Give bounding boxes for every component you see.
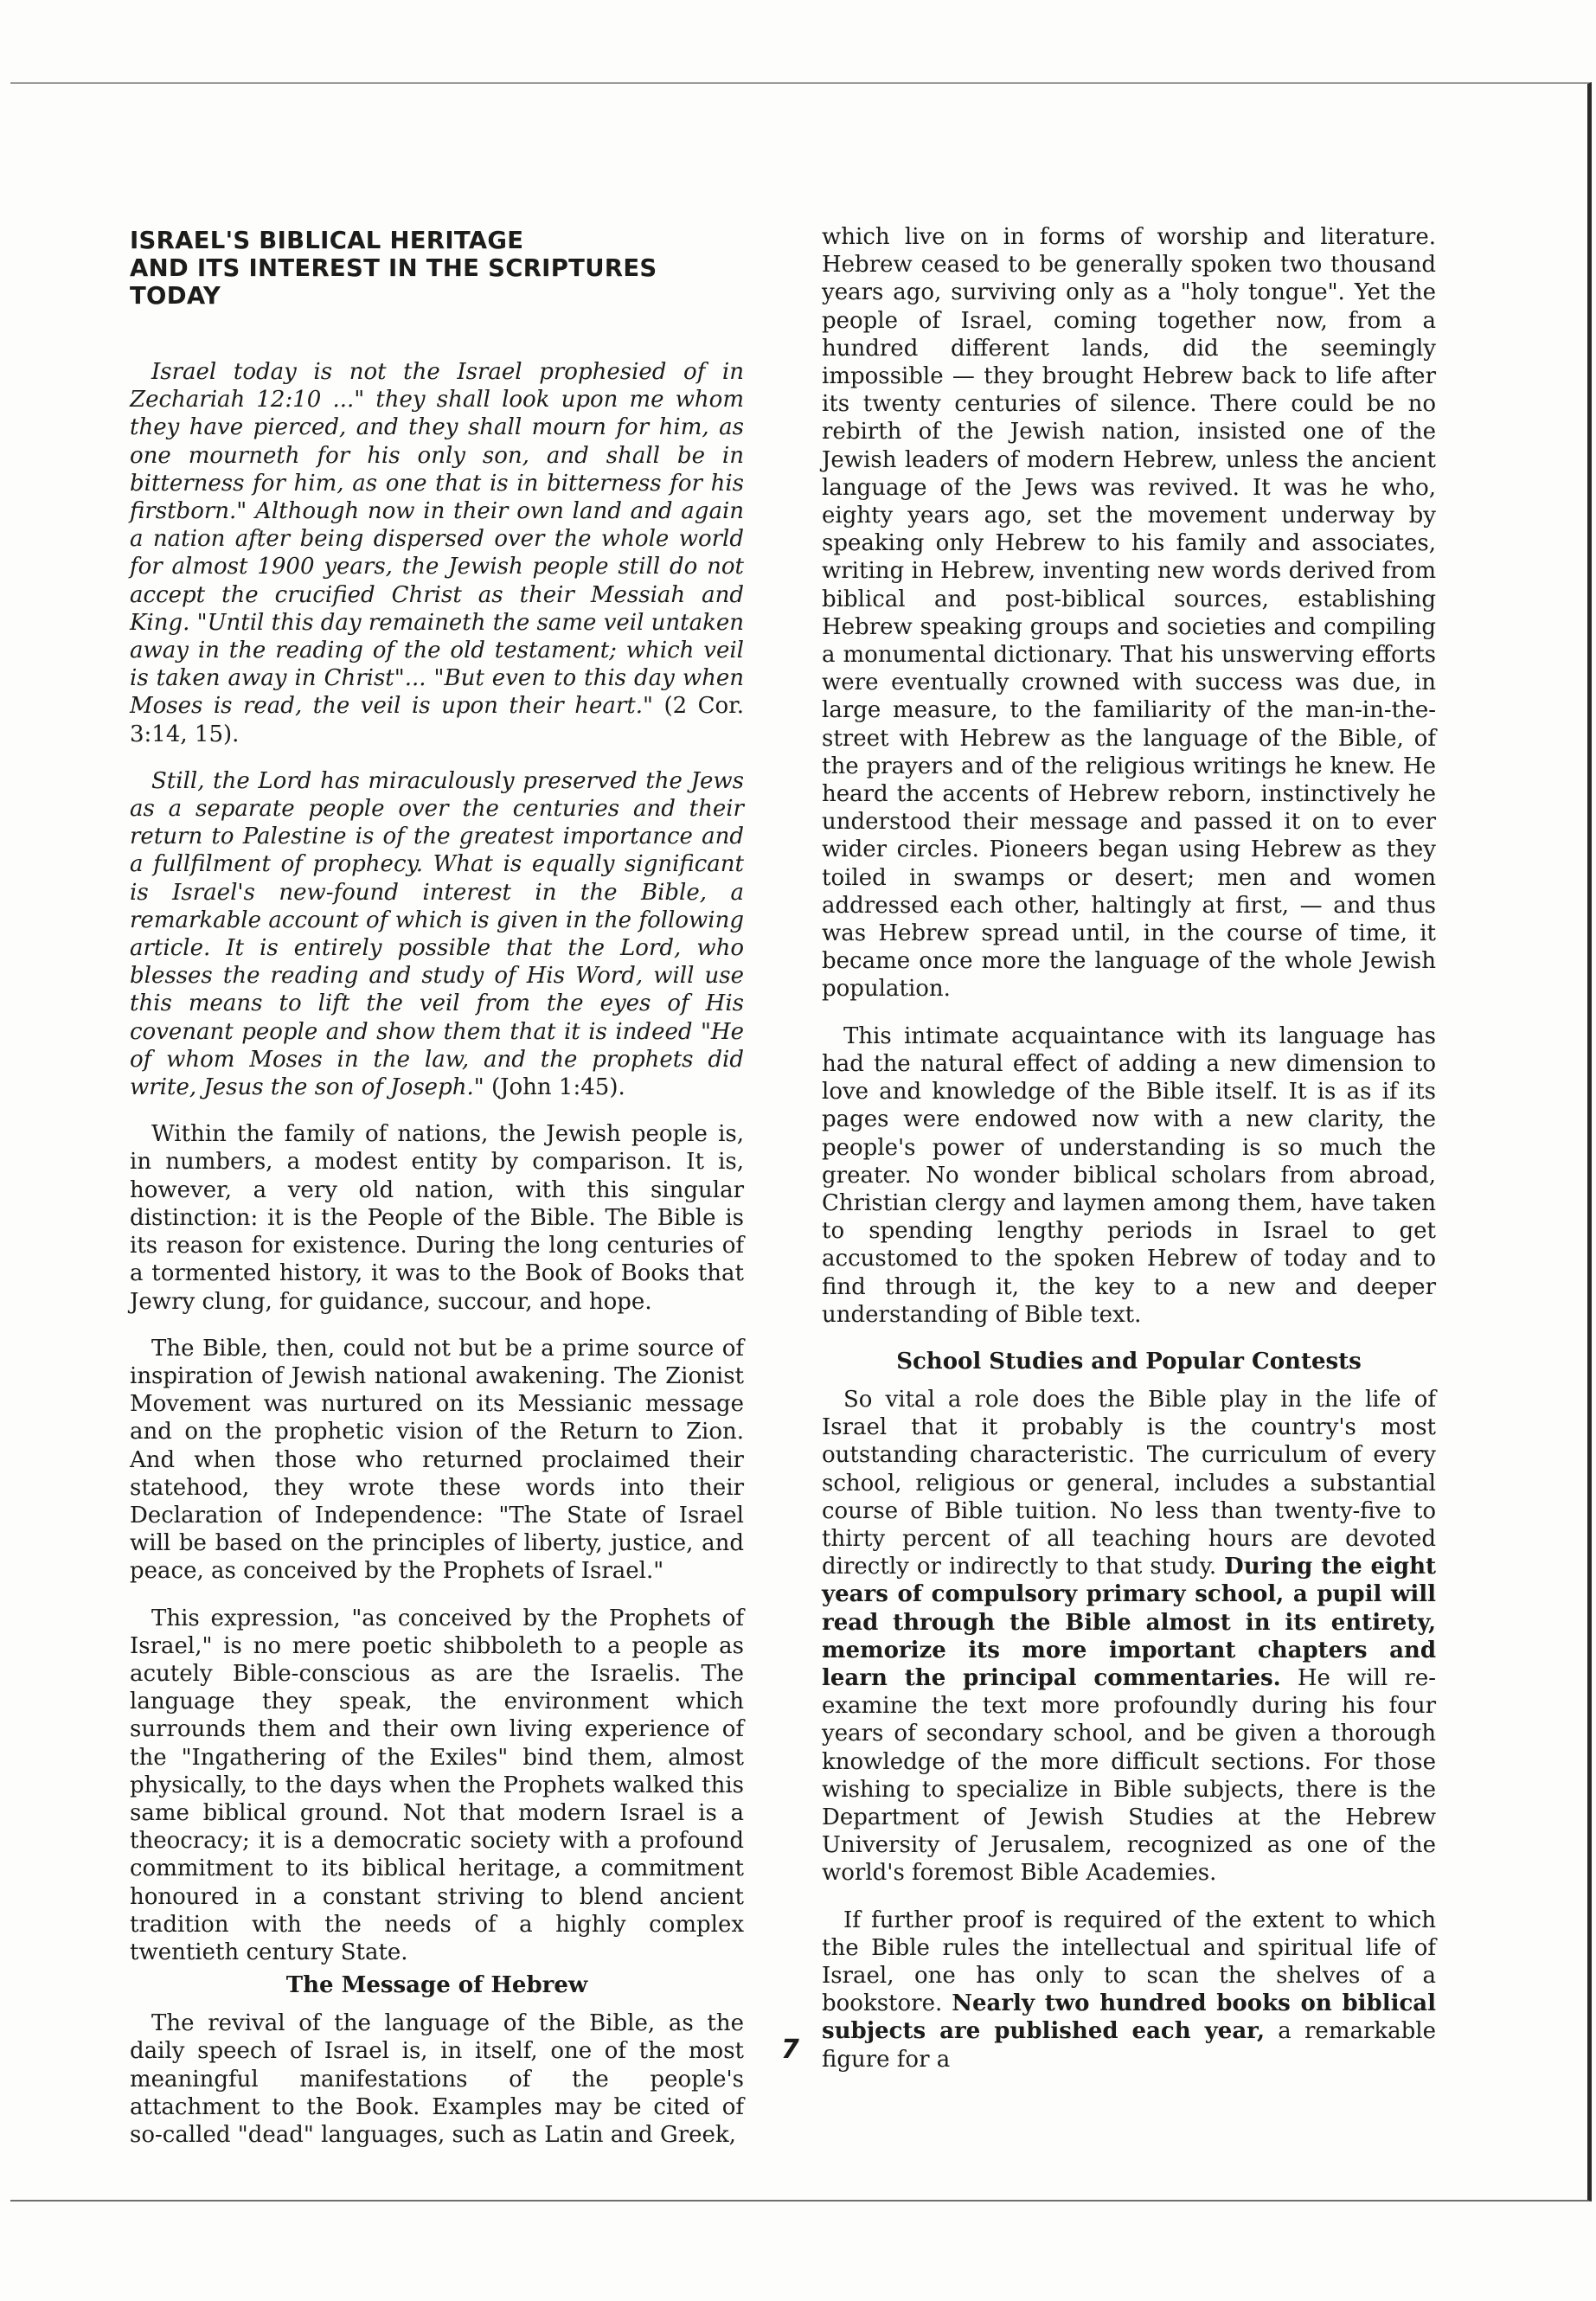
title-line-2: AND ITS INTEREST IN THE SCRIPTURES TODAY <box>130 254 657 310</box>
p7-text-a: So vital a role does the Bible play in the life of Israel that it probably is the country's most outstanding characteristic. The curriculum of every school, religious or general, includes a substantial course of Bible tuition. No less than twenty-five to thirty percent of all teaching hours are devoted directly or indirectly to that study. <box>822 1386 1436 1580</box>
intro-paragraph-1 <box>130 358 744 748</box>
p8-text-a: If further proof is required of the extent to which the Bible rules the intellectual and spiritual life of Israel, one has only to scan the shelves of a bookstore. <box>822 1907 1436 2017</box>
intro-1-text: Israel today is not the Israel prophesied of in Zechariah 12:10 ..." they shall look upon me whom they have pierced, and they shall mourn for him, as one mourneth for his only son, and shall be in bitterness for him, as one that is in bitterness for his firstborn." Although now in their own land and again a nation after being dispersed over the whole world for almost 1900 years, the Jewish people still do not accept the crucified Christ as their Messiah and King. "Until this day remaineth the same veil untaken away in the reading of the old testament; which veil is taken away in Christ"... "But even to this day when Moses is read, the veil is upon their heart." <box>130 359 744 720</box>
body-paragraph-5: which live on in forms of worship and literature. Hebrew ceased to be generally spoken two thousand years ago, surviving only as a "holy tongue". Yet the people of Israel, coming together now, from a hundred different lands, did the seemingly impossible — they brought Hebrew back to life after its twenty centuries of silence. There could be no rebirth of the Jewish nation, insisted one of the Jewish leaders of modern Hebrew, unless the ancient language of the Jews was revived. It was he who, eighty years ago, set the movement underway by speaking only Hebrew to his family and associates, writing in Hebrew, inventing new words derived from biblical and post-biblical sources, establishing Hebrew speaking groups and societies and compiling a monumental dictionary. That his unswerving efforts were eventually crowned with success was due, in large measure, to the familiarity of the man-in-the-street with Hebrew as the language of the Bible, of the prayers and of the religious writings he knew. He heard the accents of Hebrew reborn, instinctively he understood their message and passed it on to ever wider circles. Pioneers began using Hebrew as they toiled in swamps or desert; men and women addressed each other, haltingly at first, — and thus was Hebrew spread until, in the course of time, it became once more the language of the whole Jewish population. <box>822 224 1436 1003</box>
body-paragraph-7 <box>822 1386 1436 1888</box>
intro-2-reference: (John 1:45). <box>490 1074 625 1101</box>
section-heading-hebrew: The Message of Hebrew <box>285 1972 588 1999</box>
left-column <box>130 227 744 2168</box>
intro-1-reference: (2 Cor. 3:14, 15). <box>130 693 744 747</box>
p7-bold-text: During the eight years of compulsory primary school, a pupil will read through the Bible almost in its entirety, memorize its more important chapters and learn the principal commentaries. <box>822 1554 1436 1691</box>
page-number: 7 <box>781 2035 799 2065</box>
p8-text-b: a remarkable figure for a <box>822 2018 1437 2073</box>
intro-2-text: Still, the Lord has miraculously preserved the Jews as a separate people over the centuries and their return to Palestine is of the greatest importance and a fullfilment of prophecy. What is equally significant is Israel's new-found interest in the Bible, a remarkable account of which is given in the following article. It is entirely possible that the Lord, who blesses the reading and study of His Word, will use this means to lift the veil from the eyes of His covenant people and show them that it is indeed "He of whom Moses in the law, and the prophets did write, Jesus the son of Joseph." <box>130 767 744 1101</box>
body-paragraph-1: Within the family of nations, the Jewish people is, in numbers, a modest entity by comparison. It is, however, a very old nation, with this singular distinction: it is the People of the Bible. The Bible is its reason for existence. During the long centuries of a tormented history, it was to the Book of Books that Jewry clung, for guidance, succour, and hope. <box>130 1121 744 1315</box>
body-paragraph-4: The revival of the language of the Bible, as the daily speech of Israel is, in itself, one of the most meaningful manifestations of the people's attachment to the Book. Examples may be cited of so-called "dead" languages, such as Latin and Greek, <box>130 2010 744 2148</box>
body-paragraph-3: This expression, "as conceived by the Prophets of Israel," is no mere poetic shibboleth to a people as acutely Bible-conscious as are the Israelis. The language they speak, the environment which surrounds them and their own living experience of the "Ingathering of the Exiles" bind them, almost physically, to the days when the Prophets walked this same biblical ground. Not that modern Israel is a theocracy; it is a democratic society with a profound commitment to its biblical heritage, a commitment honoured in a constant striving to blend ancient tradition with the needs of a highly complex twentieth century State. <box>130 1605 744 1965</box>
p7-text-b: He will re-examine the text more profoundly during his four years of secondary school, and be given a thorough knowledge of the more difficult sections. For those wishing to specialize in Bible subjects, there is the Department of Jewish Studies at the Hebrew University of Jerusalem, recognized as one of the world's foremost Bible Academies. <box>822 1664 1436 1887</box>
body-paragraph-2: The Bible, then, could not but be a prime source of inspiration of Jewish national awakening. The Zionist Movement was nurtured on its Messianic message and on the prophetic vision of the Return to Zion. And when those who returned proclaimed their statehood, they wrote these words into their Declaration of Independence: "The State of Israel will be based on the principles of liberty, justice, and peace, as conceived by the Prophets of Israel." <box>130 1335 744 1585</box>
right-column <box>822 223 1436 2093</box>
intro-paragraph-2 <box>130 767 744 1101</box>
article-title <box>130 227 744 310</box>
title-line-1: ISRAEL'S BIBLICAL HERITAGE <box>130 227 524 254</box>
section-heading-school: School Studies and Popular Contests <box>896 1348 1362 1375</box>
body-paragraph-6: This intimate acquaintance with its language has had the natural effect of adding a new dimension to love and knowledge of the Bible itself. It is as if its pages were endowed now with a new clarity, the people's power of understanding is so much the greater. No wonder biblical scholars from abroad, Christian clergy and laymen among them, have taken to spending lengthy periods in Israel to get accustomed to the spoken Hebrew of today and to find through it, the key to a new and deeper understanding of Bible text. <box>822 1022 1436 1328</box>
p8-bold-text: Nearly two hundred books on biblical subjects are published each year, <box>822 1990 1437 2045</box>
body-paragraph-8 <box>822 1907 1436 2073</box>
